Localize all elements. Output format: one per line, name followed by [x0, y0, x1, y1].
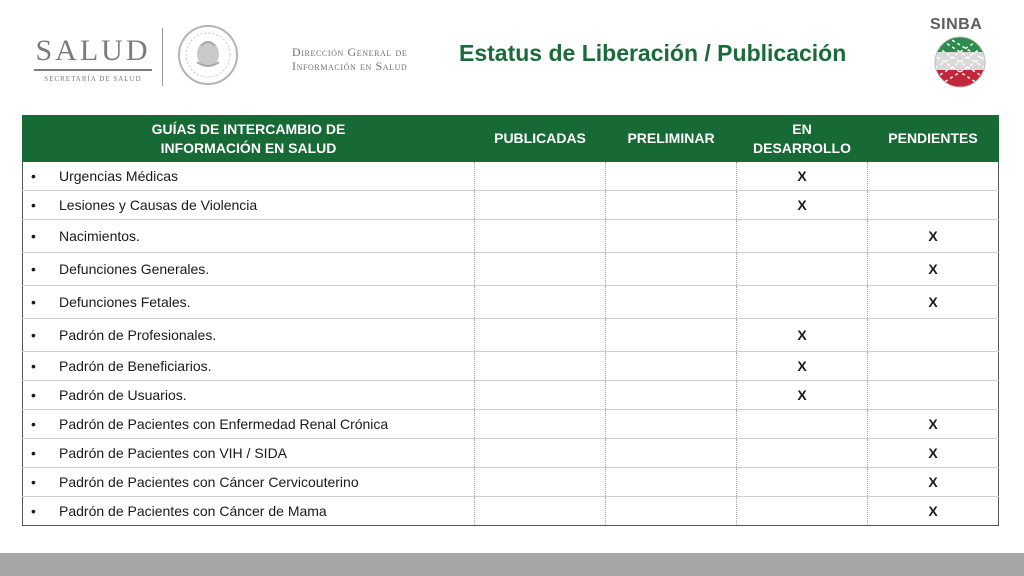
published-cell — [475, 497, 606, 526]
published-cell — [475, 381, 606, 410]
published-cell — [475, 410, 606, 439]
table-row — [23, 381, 999, 410]
header-divider — [162, 28, 163, 86]
table-row — [23, 439, 999, 468]
bullet: • — [31, 503, 36, 519]
guide-name-cell — [23, 220, 475, 253]
guide-name: Urgencias Médicas — [59, 168, 179, 184]
published-cell — [475, 286, 606, 319]
dg-name — [292, 45, 407, 73]
in-development-cell — [737, 439, 868, 468]
pending-cell: X — [868, 497, 999, 526]
pending-cell — [868, 319, 999, 352]
salud-logo-subtitle: SECRETARÍA DE SALUD — [44, 75, 142, 83]
table-row — [23, 319, 999, 352]
bullet: • — [31, 197, 36, 213]
guide-name-cell — [23, 468, 475, 497]
table-row — [23, 352, 999, 381]
published-cell — [475, 162, 606, 191]
preliminary-cell — [606, 468, 737, 497]
preliminary-cell — [606, 410, 737, 439]
guide-name: Nacimientos. — [59, 228, 140, 244]
guide-name: Padrón de Pacientes con Cáncer Cervicouterino — [59, 474, 359, 490]
in-development-cell — [737, 410, 868, 439]
salud-logo-rule — [34, 69, 152, 71]
preliminary-cell — [606, 381, 737, 410]
table-row — [23, 191, 999, 220]
pending-cell: X — [868, 253, 999, 286]
in-development-cell — [737, 220, 868, 253]
pending-cell: X — [868, 286, 999, 319]
bullet: • — [31, 327, 36, 343]
guide-name-cell — [23, 253, 475, 286]
status-table — [22, 115, 999, 526]
preliminary-cell — [606, 352, 737, 381]
national-seal-icon — [177, 24, 239, 86]
page-title: Estatus de Liberación / Publicación — [459, 40, 847, 66]
published-cell — [475, 319, 606, 352]
guide-name: Defunciones Generales. — [59, 261, 210, 277]
guide-name-cell — [23, 381, 475, 410]
col-header-in-development-line2: DESARROLLO — [753, 139, 851, 156]
pending-cell: X — [868, 410, 999, 439]
bullet: • — [31, 294, 36, 310]
in-development-cell — [737, 253, 868, 286]
in-development-cell: X — [737, 191, 868, 220]
bullet: • — [31, 228, 36, 244]
guide-name-cell — [23, 439, 475, 468]
guide-name: Defunciones Fetales. — [59, 294, 191, 310]
col-header-in-development-line1: EN — [792, 120, 812, 137]
guide-name-cell — [23, 497, 475, 526]
bullet: • — [31, 261, 36, 277]
guide-name: Lesiones y Causas de Violencia — [59, 197, 258, 213]
table-row — [23, 468, 999, 497]
preliminary-cell — [606, 253, 737, 286]
table-row — [23, 410, 999, 439]
pending-cell: X — [868, 439, 999, 468]
preliminary-cell — [606, 319, 737, 352]
pending-cell: X — [868, 468, 999, 497]
bullet: • — [31, 445, 36, 461]
dg-line-1: Dirección General de — [292, 45, 408, 59]
in-development-cell — [737, 497, 868, 526]
guide-name-cell — [23, 162, 475, 191]
col-header-guides — [23, 116, 475, 162]
preliminary-cell — [606, 439, 737, 468]
bullet: • — [31, 168, 36, 184]
table-row — [23, 220, 999, 253]
in-development-cell — [737, 286, 868, 319]
pending-cell — [868, 352, 999, 381]
preliminary-cell — [606, 286, 737, 319]
table-row — [23, 497, 999, 526]
guide-name-cell — [23, 286, 475, 319]
published-cell — [475, 468, 606, 497]
sinba-logo-text: SINBA — [930, 16, 983, 33]
published-cell — [475, 439, 606, 468]
dg-line-2: Información en Salud — [292, 59, 408, 73]
footer-bar — [0, 553, 1024, 576]
preliminary-cell — [606, 162, 737, 191]
in-development-cell: X — [737, 319, 868, 352]
guide-name: Padrón de Pacientes con Cáncer de Mama — [59, 503, 327, 519]
published-cell — [475, 352, 606, 381]
table-row — [23, 253, 999, 286]
bullet: • — [31, 416, 36, 432]
preliminary-cell — [606, 497, 737, 526]
guide-name-cell — [23, 352, 475, 381]
col-header-preliminary: PRELIMINAR — [606, 116, 737, 162]
guide-name: Padrón de Usuarios. — [59, 387, 187, 403]
guide-name: Padrón de Beneficiarios. — [59, 358, 212, 374]
salud-logo-word: SALUD — [35, 34, 151, 67]
in-development-cell: X — [737, 381, 868, 410]
bullet: • — [31, 387, 36, 403]
bullet: • — [31, 358, 36, 374]
col-header-published: PUBLICADAS — [475, 116, 606, 162]
published-cell — [475, 191, 606, 220]
guide-name: Padrón de Pacientes con VIH / SIDA — [59, 445, 288, 461]
guide-name: Padrón de Profesionales. — [59, 327, 217, 343]
guide-name-cell — [23, 410, 475, 439]
in-development-cell: X — [737, 352, 868, 381]
salud-logo — [34, 34, 152, 83]
pending-cell: X — [868, 220, 999, 253]
in-development-cell — [737, 468, 868, 497]
col-header-guides-line1: GUÍAS DE INTERCAMBIO DE — [151, 120, 346, 137]
col-header-in-development — [737, 116, 868, 162]
preliminary-cell — [606, 220, 737, 253]
table-row — [23, 162, 999, 191]
pending-cell — [868, 162, 999, 191]
col-header-guides-line2: INFORMACIÓN EN SALUD — [160, 139, 337, 156]
published-cell — [475, 220, 606, 253]
pending-cell — [868, 381, 999, 410]
pending-cell — [868, 191, 999, 220]
guide-name-cell — [23, 319, 475, 352]
table-row — [23, 286, 999, 319]
guide-name: Padrón de Pacientes con Enfermedad Renal Crónica — [59, 416, 389, 432]
bullet: • — [31, 474, 36, 490]
published-cell — [475, 253, 606, 286]
sinba-globe-icon — [932, 34, 988, 90]
in-development-cell: X — [737, 162, 868, 191]
col-header-pending: PENDIENTES — [868, 116, 999, 162]
preliminary-cell — [606, 191, 737, 220]
table-header-row — [23, 116, 999, 162]
guide-name-cell — [23, 191, 475, 220]
